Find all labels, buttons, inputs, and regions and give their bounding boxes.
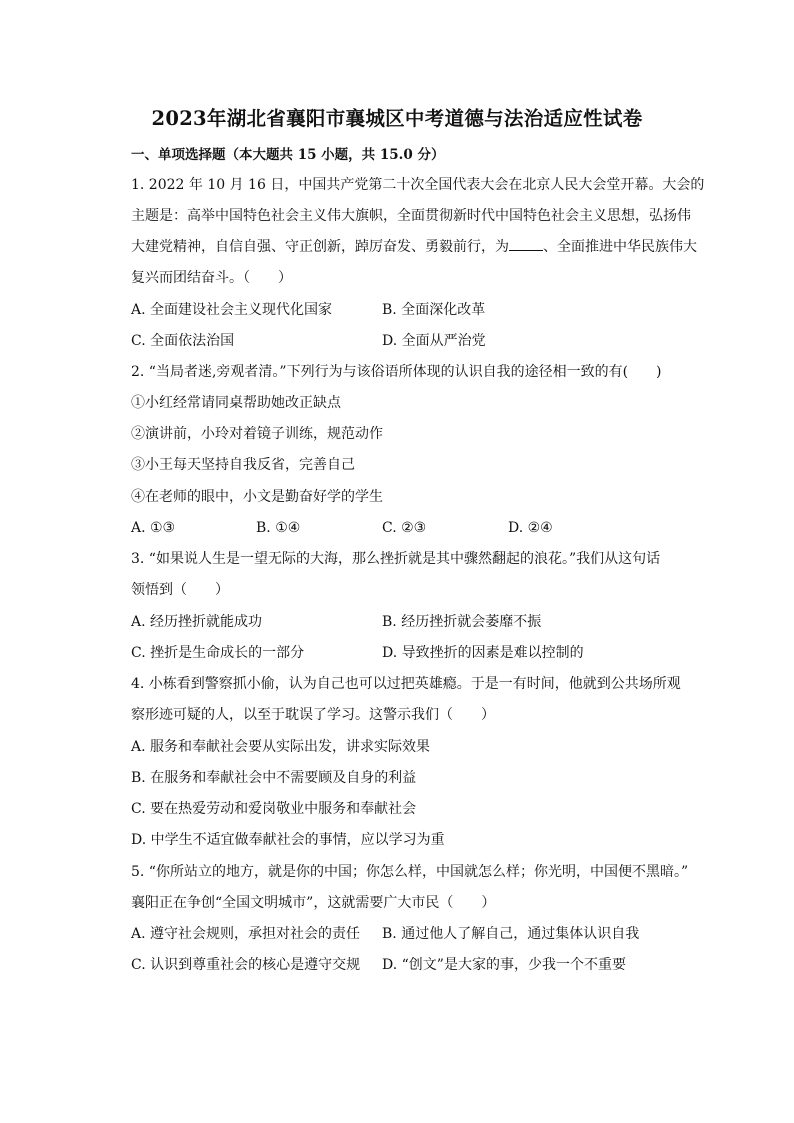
- q5-option-c[interactable]: C. 认识到尊重社会的核心是遵守交规: [131, 957, 361, 973]
- q4-option-a[interactable]: A. 服务和奉献社会要从实际出发，讲求实际效果: [131, 739, 431, 755]
- q2-option-b[interactable]: B. ①④: [256, 520, 301, 536]
- page-title: 2023年湖北省襄阳市襄城区中考道德与法治适应性试卷: [151, 107, 643, 130]
- q3-option-b[interactable]: B. 经历挫折就会萎靡不振: [382, 614, 542, 630]
- q1-stem-line2: 主题是：高举中国特色社会主义伟大旗帜，全面贯彻新时代中国特色社会主义思想，弘扬伟: [131, 208, 691, 224]
- q2-stem-line1: 2. “当局者迷,旁观者清。”下列行为与该俗语所体现的认识自我的途径相一致的有( ): [131, 364, 662, 380]
- q2-statement-1: ①小红经常请同桌帮助她改正缺点: [131, 395, 341, 411]
- q2-statement-3: ③小王每天坚持自我反省，完善自己: [131, 457, 355, 473]
- q3-option-a[interactable]: A. 经历挫折就能成功: [131, 614, 263, 630]
- q4-option-d[interactable]: D. 中学生不适宜做奉献社会的事情，应以学习为重: [131, 832, 445, 848]
- q5-option-d[interactable]: D. “创文”是大家的事，少我一个不重要: [382, 957, 626, 973]
- q1-stem-line1: 1. 2022 年 10 月 16 日，中国共产党第二十次全国代表大会在北京人民大会堂开幕。大会的: [131, 177, 705, 193]
- q2-statement-2: ②演讲前，小玲对着镜子训练，规范动作: [131, 426, 383, 442]
- q5-option-a[interactable]: A. 遵守社会规则，承担对社会的责任: [131, 926, 361, 942]
- q1-stem-line3-b: 、全面推进中华民族伟大: [543, 239, 697, 255]
- q4-stem-line1: 4. 小栋看到警察抓小偷，认为自己也可以过把英雄瘾。于是一有时间，他就到公共场所观: [131, 676, 681, 692]
- q3-stem-line1: 3. “如果说人生是一望无际的大海，那么挫折就是其中骤然翻起的浪花。”我们从这句话: [131, 551, 661, 567]
- q1-option-c[interactable]: C. 全面依法治国: [131, 333, 235, 349]
- q1-option-d[interactable]: D. 全面从严治党: [382, 333, 486, 349]
- q2-statement-4: ④在老师的眼中，小文是勤奋好学的学生: [131, 489, 383, 505]
- q2-option-d[interactable]: D. ②④: [508, 520, 553, 536]
- q4-option-c[interactable]: C. 要在热爱劳动和爱岗敬业中服务和奉献社会: [131, 801, 417, 817]
- q1-stem-line4: 复兴而团结奋斗。（ ）: [131, 270, 292, 286]
- answer-blank: [509, 238, 543, 251]
- q5-option-b[interactable]: B. 通过他人了解自己，通过集体认识自我: [382, 926, 640, 942]
- q1-option-b[interactable]: B. 全面深化改革: [382, 302, 486, 318]
- q5-stem-line2: 襄阳正在争创“全国文明城市”，这就需要广大市民（ ）: [131, 895, 496, 911]
- q1-option-a[interactable]: A. 全面建设社会主义现代化国家: [131, 302, 333, 318]
- q3-option-c[interactable]: C. 挫折是生命成长的一部分: [131, 645, 305, 661]
- q5-stem-line1: 5. “你所站立的地方，就是你的中国；你怎么样，中国就怎么样；你光明，中国便不黑暗。”: [131, 864, 689, 880]
- q2-option-a[interactable]: A. ①③: [131, 520, 176, 536]
- q1-stem-line3-a: 大建党精神，自信自强、守正创新，踔厉奋发、勇毅前行，为: [131, 239, 509, 255]
- q3-option-d[interactable]: D. 导致挫折的因素是难以控制的: [382, 645, 584, 661]
- q1-stem-line3: [131, 238, 697, 256]
- section-heading: 一、单项选择题（本大题共 15 小题，共 15.0 分）: [131, 147, 445, 163]
- q3-stem-line2: 领悟到（ ）: [131, 582, 229, 598]
- q2-option-c[interactable]: C. ②③: [382, 520, 427, 536]
- q4-stem-line2: 察形迹可疑的人，以至于耽误了学习。这警示我们（ ）: [131, 707, 495, 723]
- q4-option-b[interactable]: B. 在服务和奉献社会中不需要顾及自身的利益: [131, 770, 417, 786]
